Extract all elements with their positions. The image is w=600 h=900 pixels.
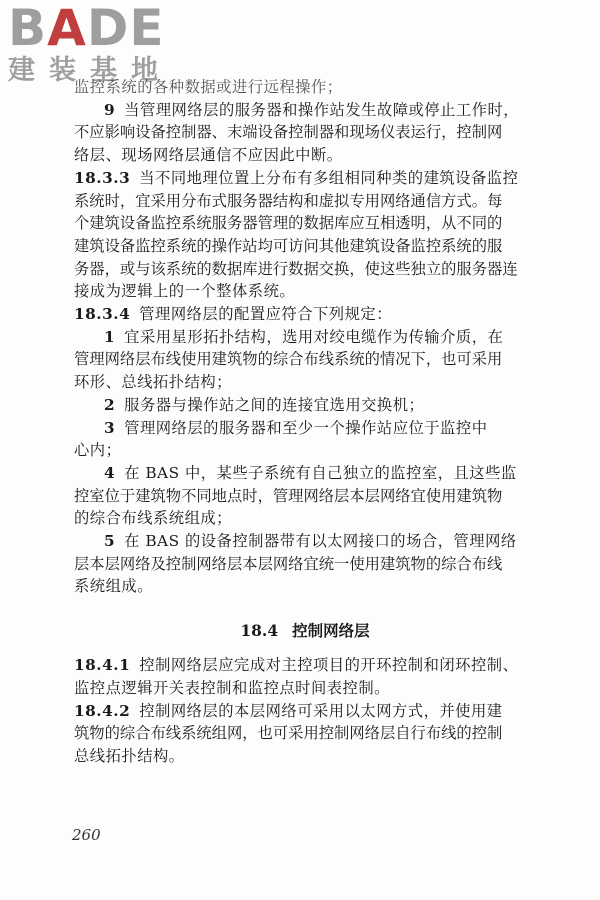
item-text: 当管理网络层的服务器和操作站发生故障或停止工作时， [124,100,520,119]
watermark-chinese: 建装基地 [8,55,172,86]
section-title: 控制网络层 [292,621,370,641]
clause-18-3-3-line-5: 务器，或与该系统的数据库进行数据交换，使这些独立的服务器连 [74,259,518,278]
item-4-line-2: 控室位于建筑物不同地点时，管理网络层本层网络宜使用建筑物 [74,486,503,505]
watermark-letters-de: DE [86,0,165,57]
item-number: 4 [104,463,116,482]
continued-line: 监控系统的各种数据或进行远程操作； [74,78,343,96]
clause-text: 控制网络层的本层网络可采用以太网方式，并使用建 [139,701,503,720]
item-number: 9 [104,100,116,119]
clause-number: 18.3.4 [74,305,131,324]
clause-18-4-2-line-3: 总线拓扑结构。 [74,746,185,765]
item-1-line-3: 环形、总线拓扑结构； [74,373,232,392]
clause-18-3-4 [74,303,536,326]
section-heading-18-4 [74,620,536,642]
clause-18-3-3 [74,167,536,190]
page-body [74,76,536,768]
item-text: 在 BAS 的设备控制器带有以太网接口的场合，管理网络 [124,532,517,551]
item-number: 3 [104,418,116,437]
item-2 [74,394,536,417]
item-4-line-3: 的综合布线系统组成； [74,509,232,528]
item-number: 5 [104,532,116,551]
clause-number: 18.4.1 [74,656,131,675]
item-3-line-2: 心内； [74,441,122,460]
item-text: 管理网络层的服务器和至少一个操作站应位于监控中 [124,418,488,437]
item-text: 宜采用星形拓扑结构，选用对绞电缆作为传输介质，在 [124,327,504,346]
item-3 [74,417,536,440]
clause-text: 当不同地理位置上分布有多组相同种类的建筑设备监控 [139,168,519,187]
clause-18-4-1 [74,654,536,677]
clause-number: 18.4.2 [74,701,131,720]
clause-18-4-2-line-2: 筑物的综合布线系统组网，也可采用控制网络层自行布线的控制 [74,724,503,743]
item-1-line-2: 管理网络层布线使用建筑物的综合布线系统的情况下，也可采用 [74,350,503,369]
item-number: 1 [104,327,116,346]
item-9 [74,99,536,122]
clause-text: 管理网络层的配置应符合下列规定： [139,305,392,324]
page-number: 260 [72,826,101,844]
item-4 [74,462,536,485]
section-number: 18.4 [240,621,279,641]
item-1 [74,326,536,349]
clause-text: 控制网络层应完成对主控项目的开环控制和闭环控制、 [139,656,519,675]
item-9-line-3: 络层、现场网络层通信不应因此中断。 [74,146,343,165]
watermark-latin [8,0,178,57]
clause-18-4-2 [74,700,536,723]
clause-18-3-3-line-2: 系统时，宜采用分布式服务器结构和虚拟专用网络通信方式。每 [74,191,503,210]
clause-number: 18.3.3 [74,168,131,187]
watermark-letter-b: B [8,0,48,57]
clause-18-3-3-line-3: 个建筑设备监控系统服务器管理的数据库应互相透明，从不同的 [74,214,503,233]
clause-18-4-1-line-2: 监控点逻辑开关表控制和监控点时间表控制。 [74,678,390,697]
item-5 [74,530,536,553]
watermark-letter-a: A [47,0,87,57]
item-9-line-2: 不应影响设备控制器、末端设备控制器和现场仪表运行，控制网 [74,123,503,142]
item-text: 在 BAS 中，某些子系统有自己独立的监控室，且这些监 [124,463,517,482]
item-number: 2 [104,395,116,414]
item-5-line-3: 系统组成。 [74,577,153,596]
item-text: 服务器与操作站之间的连接宜选用交换机； [124,395,425,414]
clause-18-3-3-line-4: 建筑设备监控系统的操作站均可访问其他建筑设备监控系统的服 [74,236,503,255]
clause-18-3-3-line-6: 接成为逻辑上的一个整体系统。 [74,282,296,301]
item-5-line-2: 层本层网络及控制网络层本层网络宜统一使用建筑物的综合布线 [74,554,503,573]
